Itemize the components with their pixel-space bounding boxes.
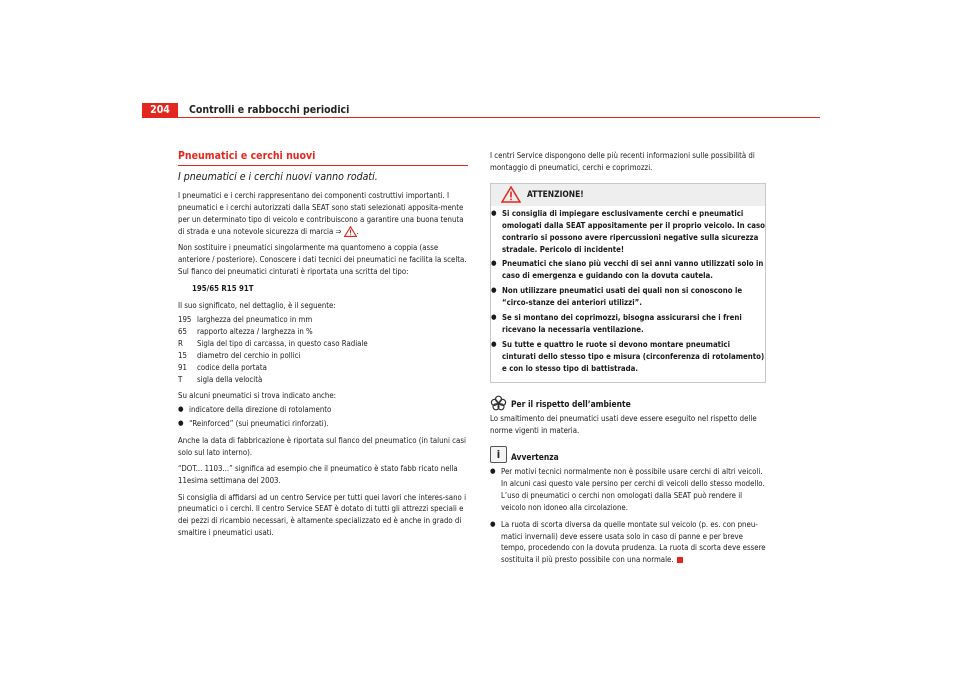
definition-code: 15	[178, 351, 187, 361]
warning-list	[491, 206, 765, 382]
paragraph-service: Si consiglia di affidarsi ad un centro Service per tutti quei lavori che interes-sano i pneumatici o i cerchi. Il centro Service SEAT è dotato di tutti gli attrezzi speciali e dei pezzi di ricambio necessari, è altamente specializzato ed è anche in grado di smaltire i pneumatici usati.	[178, 492, 467, 538]
note-item: ● Per motivi tecnici normalmente non è possibile usare cerchi di altri veicoli. In alcuni casi questo vale persino per cerchi di veicoli dello stesso modello. L’uso di pneumatici o cerchi non omologati dalla SEAT può rendere il veicolo non idoneo alla circolazione.	[490, 466, 766, 514]
environment-header	[490, 395, 766, 413]
warning-box	[490, 183, 766, 383]
note-list	[490, 466, 766, 566]
definition-row	[178, 326, 468, 338]
section-subheading: I pneumatici e i cerchi nuovi vanno rodati.	[178, 171, 378, 183]
warning-title: ATTENZIONE!	[527, 188, 584, 199]
also-intro: Su alcuni pneumatici si trova indicato anche:	[178, 391, 337, 401]
section-heading: Pneumatici e cerchi nuovi	[178, 150, 468, 166]
definition-text: rapporto altezza / larghezza in %	[197, 327, 313, 337]
right-column	[490, 150, 766, 571]
environment-text: Lo smaltimento dei pneumatici usati deve essere eseguito nel rispetto delle norme vigenti in materia.	[490, 413, 757, 435]
definition-code: 195	[178, 315, 192, 325]
paragraph-intro-text: I pneumatici e i cerchi rappresentano dei componenti costruttivi importanti. I pneumatici e i cerchi autorizzati dalla SEAT sono stati selezionati apposita-mente per un determinato tipo di veicolo e contribuiscono a garantire una buona tenuta di strada e una notevole sicurezza di marcia ⇒	[178, 191, 464, 236]
definition-text: sigla della velocità	[197, 374, 263, 384]
definition-text: Sigla del tipo di carcassa, in questo caso Radiale	[197, 339, 368, 349]
header-rule	[142, 117, 820, 118]
warning-item: ● Se si montano dei coprimozzi, bisogna assicurarsi che i freni ricevano la necessaria ventilazione.	[491, 312, 765, 336]
definition-list	[178, 314, 468, 385]
warning-triangle-icon	[501, 186, 521, 203]
page-title: Controlli e rabbocchi periodici	[189, 104, 350, 116]
note-icon: i	[490, 446, 507, 463]
paragraph-intro	[178, 190, 468, 238]
paragraph-service-info: I centri Service dispongono delle più recenti informazioni sulle possibilità di montaggio di pneumatici, cerchi e coprimozzi.	[490, 151, 755, 172]
tyre-spec: 195/65 R15 91T	[192, 283, 254, 293]
also-list	[178, 404, 468, 430]
definition-row	[178, 362, 468, 374]
definition-code: R	[178, 339, 183, 349]
definition-row	[178, 350, 468, 362]
definition-text: diametro del cerchio in pollici	[197, 351, 301, 361]
definition-code: T	[178, 374, 183, 384]
environment-title: Per il rispetto dell’ambiente	[511, 398, 631, 409]
warning-item: ● Su tutte e quattro le ruote si devono montare pneumatici cinturati dello stesso tipo e misura (circonferenza di rotolamento) e con lo stesso tipo di battistrada.	[491, 339, 765, 375]
warning-header	[491, 184, 765, 206]
paragraph-dot: “DOT... 1103...” significa ad esempio che il pneumatico è stato fabb ricato nella 11esima settimana del 2003.	[178, 464, 458, 485]
definition-text: larghezza del pneumatico in mm	[197, 315, 313, 325]
definition-code: 65	[178, 327, 187, 337]
paragraph-tyre-markings: Non sostituire i pneumatici singolarmente ma quantomeno a coppia (asse anteriore / posteriore). Conoscere i dati tecnici dei pneumatici ne facilita la scelta. Sul fianco dei pneumatici cinturati è riportata una scritta del tipo:	[178, 243, 467, 277]
definition-row	[178, 314, 468, 326]
definition-text: codice della portata	[197, 362, 267, 372]
flower-icon	[490, 395, 507, 412]
note-title: Avvertenza	[511, 452, 559, 463]
left-column	[178, 150, 468, 544]
note-item: ● La ruota di scorta diversa da quelle montate sul veicolo (p. es. con pneu-matici invernali) deve essere usata solo in caso di panne e per breve tempo, procedendo con la dovuta prudenza. La ruota di scorta deve essere sostituita il più presto possibile con una normale.	[490, 519, 766, 567]
warning-item: ● Non utilizzare pneumatici usati dei quali non si conoscono le “circo-stanze dei anteriori utilizzi”.	[491, 285, 765, 309]
end-mark	[677, 557, 683, 563]
bullet-item: ● “Reinforced” (sui pneumatici rinforzati).	[178, 418, 468, 430]
definition-row	[178, 338, 468, 350]
bullet-item: ● indicatore della direzione di rotolamento	[178, 404, 468, 416]
paragraph-intro-end: .	[356, 226, 359, 236]
note-header	[490, 446, 766, 466]
warning-item: ● Si consiglia di impiegare esclusivamente cerchi e pneumatici omologati dalla SEAT appositamente per il proprio veicolo. In caso contrario si possono avere ripercussioni negative sulla sicurezza stradale. Pericolo di incidente!	[491, 208, 765, 256]
definition-code: 91	[178, 362, 187, 372]
warning-triangle-icon	[344, 226, 357, 237]
paragraph-date: Anche la data di fabbricazione è riportata sul fianco del pneumatico (in taluni casi solo sul lato interno).	[178, 435, 466, 457]
warning-item: ● Pneumatici che siano più vecchi di sei anni vanno utilizzati solo in caso di emergenza e guidando con la dovuta cautela.	[491, 258, 765, 282]
meaning-intro: Il suo significato, nel dettaglio, è il seguente:	[178, 301, 336, 311]
page-number: 204	[142, 103, 178, 118]
definition-row	[178, 374, 468, 386]
